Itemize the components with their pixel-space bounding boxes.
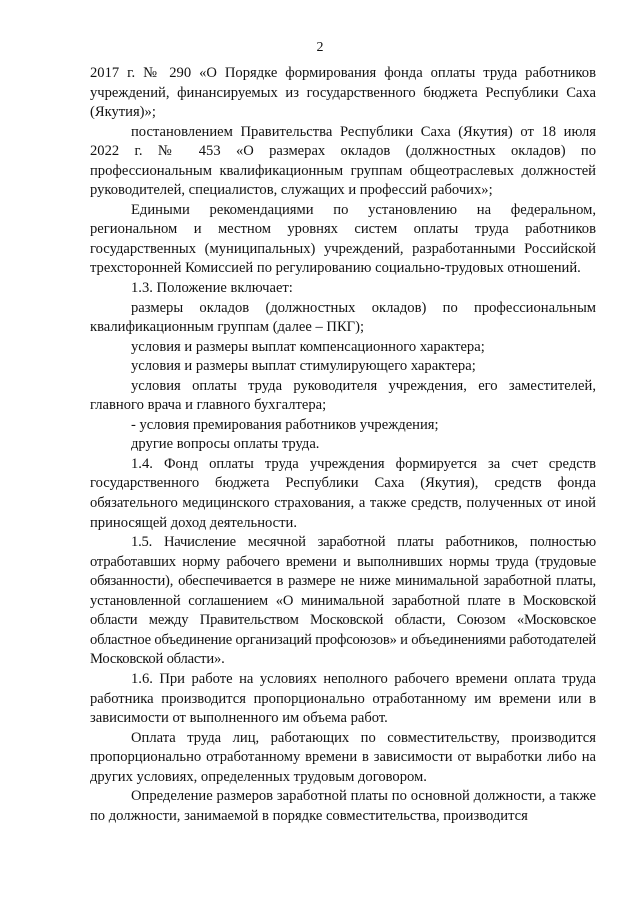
paragraph-government-resolution: постановлением Правительства Республики Саха (Якутия) от 18 июля 2022 г. № 453 «О размерах окладов (должностных окладов) по профессиональным квалификационным группам общеотраслевых должностей руководителей, специалистов, служащих и профессий рабочих»;: [90, 123, 596, 199]
list-item-other-questions: другие вопросы оплаты труда.: [131, 436, 320, 453]
document-body: [90, 64, 596, 826]
list-item-salary-sizes: размеры окладов (должностных окладов) по профессиональным квалификационным группам (далее – ПКГ);: [90, 299, 596, 336]
paragraph-clause-1-3: 1.3. Положение включает:: [131, 280, 293, 297]
list-item-management-pay: условия оплаты труда руководителя учреждения, его заместителей, главного врача и главного бухгалтера;: [90, 377, 596, 414]
paragraph-continuation: 2017 г. № 290 «О Порядке формирования фонда оплаты труда работников учреждений, финансируемых из государственного бюджета Республики Саха (Якутия)»;: [90, 65, 596, 121]
list-item-incentive: условия и размеры выплат стимулирующего характера;: [131, 358, 476, 375]
paragraph-clause-1-6: 1.6. При работе на условиях неполного рабочего времени оплата труда работника производится пропорционально отработанному им времени или в зависимости от выполненного им объема работ.: [90, 670, 596, 727]
list-item-compensation: условия и размеры выплат компенсационного характера;: [131, 338, 485, 355]
paragraph-clause-1-5: 1.5. Начисление месячной заработной платы работников, полностью отработавших норму рабочего времени и выполнивших нормы труда (трудовые обязанности), обеспечивается в размере не ниже минимальной заработной платы, установленной соглашением «О минимальной заработной плате в Московской области между Правительством Московской области, Союзом «Московское областное объединение организаций профсоюзов» и объединениями работодателей Московской области».: [90, 534, 596, 668]
page-number: 2: [316, 40, 324, 55]
paragraph-unified-recommendations: Едиными рекомендациями по установлению на федеральном, региональном и местном уровнях систем оплаты труда работников государственных (муниципальных) учреждений, разработанными Российской трехсторонней Комиссией по регулированию социально-трудовых отношений.: [90, 201, 596, 277]
paragraph-clause-1-4: 1.4. Фонд оплаты труда учреждения формируется за счет средств государственного бюджета Республики Саха (Якутия), средств фонда обязательного медицинского страхования, а также средств, полученных от иной приносящей доход деятельности.: [90, 455, 596, 531]
paragraph-salary-determination: Определение размеров заработной платы по основной должности, а также по должности, занимаемой в порядке совместительства, производится: [90, 788, 596, 824]
paragraph-part-time-pay: Оплата труда лиц, работающих по совместительству, производится пропорционально отработанному времени в зависимости от выработки либо на других условиях, определенных трудовым договором.: [90, 729, 596, 785]
list-item-bonus-conditions: - условия премирования работников учреждения;: [131, 416, 439, 433]
